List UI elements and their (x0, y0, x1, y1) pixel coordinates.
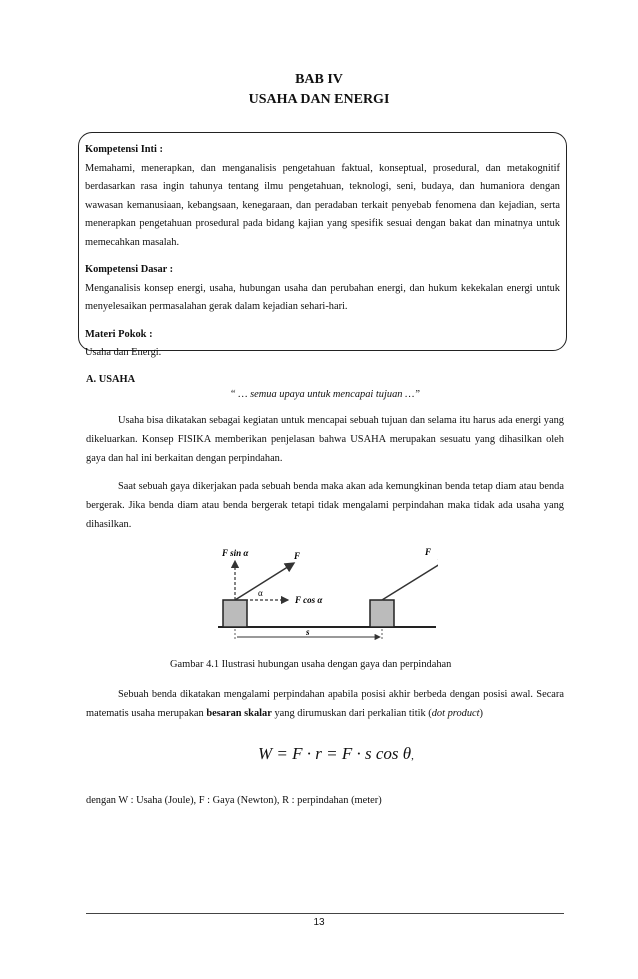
block-initial (223, 600, 247, 627)
label-alpha: α (258, 588, 263, 598)
paragraph-2: Saat sebuah gaya dikerjakan pada sebuah benda maka akan ada kemungkinan benda tetap diam atau benda bergerak. Jika benda diam atau benda bergerak tetapi tidak mengalami perpindahan maka tidak ada usaha yang dihasilkan. (86, 481, 564, 530)
work-equation (258, 744, 414, 764)
label-fcos: F cos α (295, 595, 323, 605)
paragraph-3 (86, 685, 564, 723)
chapter-title: USAHA DAN ENERGI (248, 92, 390, 107)
variable-legend: dengan W : Usaha (Joule), F : Gaya (Newton), R : perpindahan (meter) (86, 795, 382, 806)
label-s: s (306, 627, 310, 637)
label-f1: F (294, 551, 301, 561)
para3-text-b: yang dirumuskan dari perkalian titik ( (271, 708, 432, 719)
ki-heading: Kompetensi Inti : (85, 144, 163, 155)
label-f2: F (425, 547, 432, 557)
para3-text-a: Sebuah benda dikatakan mengalami perpindahan apabila posisi akhir berbeda dengan posisi awal. Secara matematis usaha merupakan (86, 689, 564, 719)
figure-caption: Gambar 4.1 Ilustrasi hubungan usaha dengan gaya dan perpindahan (170, 659, 452, 670)
competency-box (78, 132, 567, 358)
section-heading: A. USAHA (86, 374, 136, 385)
equation-text: W = F · r = F · s cos θ (258, 744, 412, 763)
kd-heading: Kompetensi Dasar : (85, 264, 174, 275)
equation-trail: , (411, 750, 414, 762)
ki-text: Memahami, menerapkan, dan menganalisis pengetahuan faktual, konseptual, prosedural, dan metakognitif berdasarkan rasa ingin tahunya tentang ilmu pengetahuan, teknologi, seni, budaya, dan humaniora dengan wawasan kemanusiaan, kebangsaan, kenegaraan, dan peradaban terkait penyebab fenomena dan kejadian, serta menerapkan pengetahuan prosedural pada bidang kajian yang spesifik sesuai dengan bakat dan minatnya untuk memecahkan masalah. (85, 162, 560, 248)
force-diagram (218, 543, 438, 643)
paragraph-1: Usaha bisa dikatakan sebagai kegiatan untuk mencapai sebuah tujuan dan selama itu harus ada energi yang dikeluarkan. Konsep FISIKA memberikan penjelasan bahwa USAHA merupakan sesuatu yang dihasilkan oleh gaya dan hal ini berkaitan dengan perpindahan. (86, 415, 564, 464)
block-final (370, 600, 394, 627)
quote: “ … semua upaya untuk mencapai tujuan …” (229, 389, 421, 400)
chapter-number: BAB IV (295, 72, 343, 87)
para3-bold: besaran skalar (206, 708, 272, 719)
force-arrow-initial (235, 563, 294, 600)
page-number: 13 (313, 917, 325, 928)
para3-text-c: ) (479, 708, 484, 719)
mp-heading: Materi Pokok : (85, 328, 153, 340)
para3-italic: dot product (431, 708, 480, 719)
kd-text: Menganalisis konsep energi, usaha, hubungan usaha dan perubahan energi, dan hukum kekekalan energi untuk menyelesaikan permasalahan gerak dalam kejadian sehari-hari. (85, 282, 560, 312)
mp-text: Usaha dan Energi. (85, 347, 162, 358)
label-fsin: F sin α (222, 548, 249, 558)
force-arrow-final (382, 559, 438, 600)
footer-divider (86, 913, 564, 914)
